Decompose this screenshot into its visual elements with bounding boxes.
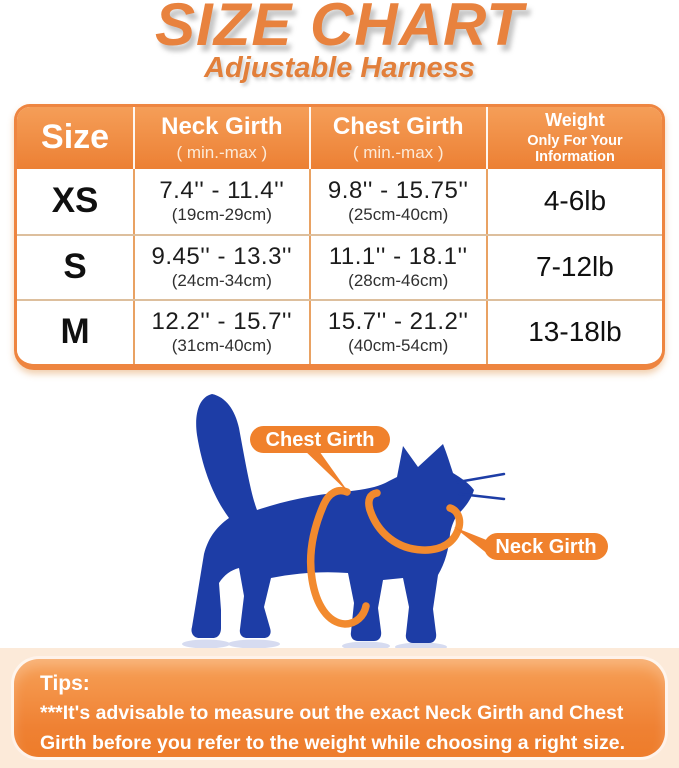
neck-inches: 9.45'' - 13.3'' [151, 242, 293, 270]
tips-box [11, 656, 668, 760]
header-weight-sublabel: Only For Your Information [527, 132, 623, 166]
size-value: XS [51, 181, 99, 221]
chest-cm: (28cm-46cm) [348, 271, 449, 291]
header-cell-weight [486, 107, 662, 169]
cell-m-weight [486, 301, 662, 364]
chest-inches: 11.1'' - 18.1'' [328, 242, 468, 270]
size-value: S [63, 247, 87, 287]
header-neck-label: Neck Girth [161, 113, 283, 141]
weight-value: 7-12lb [536, 251, 614, 283]
size-value: M [60, 312, 90, 352]
chest-inches: 15.7'' - 21.2'' [327, 307, 469, 335]
neck-cm: (19cm-29cm) [171, 205, 272, 225]
page-subtitle: Adjustable Harness [204, 52, 475, 84]
header-size-label: Size [41, 118, 110, 157]
cat-diagram-svg [150, 382, 650, 652]
chest-girth-label: Chest Girth [265, 429, 375, 451]
chest-callout-pointer [302, 448, 349, 493]
header-neck-sublabel: ( min.-max ) [176, 143, 268, 163]
header-cell-neck-girth [133, 107, 308, 169]
chest-girth-callout [250, 426, 390, 493]
size-table-body [17, 169, 662, 364]
chest-cm: (25cm-40cm) [348, 205, 449, 225]
header-weight-label: Weight [545, 109, 605, 130]
cell-xs-size [17, 169, 133, 234]
weight-value: 13-18lb [528, 316, 622, 348]
tips-line-2: Girth before you refer to the weight while choosing a right size. [40, 732, 626, 754]
cell-m-size [17, 301, 133, 364]
neck-inches: 7.4'' - 11.4'' [159, 176, 285, 204]
chest-cm: (40cm-54cm) [348, 336, 449, 356]
neck-inches: 12.2'' - 15.7'' [151, 307, 293, 335]
page-title: SIZE CHART [155, 0, 524, 58]
cell-s-weight [486, 236, 662, 299]
cell-xs-neck [133, 169, 308, 234]
header-cell-chest-girth [309, 107, 486, 169]
cat-harness-diagram [150, 382, 650, 652]
tips-heading: Tips: [40, 672, 90, 695]
tips-line-1: ***It's advisable to measure out the exact Neck Girth and Chest [40, 702, 624, 724]
table-row-xs [17, 169, 662, 234]
header-cell-size [17, 107, 133, 169]
cell-xs-weight [486, 169, 662, 234]
cell-m-neck [133, 301, 308, 364]
neck-cm: (31cm-40cm) [171, 336, 272, 356]
cell-xs-chest [309, 169, 486, 234]
size-table-header [17, 107, 662, 169]
header-chest-label: Chest Girth [332, 113, 464, 141]
table-row-s [17, 234, 662, 299]
size-table [14, 104, 665, 370]
neck-girth-callout [454, 527, 608, 560]
cell-s-size [17, 236, 133, 299]
cell-s-chest [309, 236, 486, 299]
neck-cm: (24cm-34cm) [171, 271, 272, 291]
cell-s-neck [133, 236, 308, 299]
table-row-m [17, 299, 662, 364]
chest-inches: 9.8'' - 15.75'' [327, 176, 469, 204]
neck-girth-label: Neck Girth [495, 536, 597, 558]
weight-value: 4-6lb [543, 185, 607, 217]
header-chest-sublabel: ( min.-max ) [352, 143, 444, 163]
cell-m-chest [309, 301, 486, 364]
